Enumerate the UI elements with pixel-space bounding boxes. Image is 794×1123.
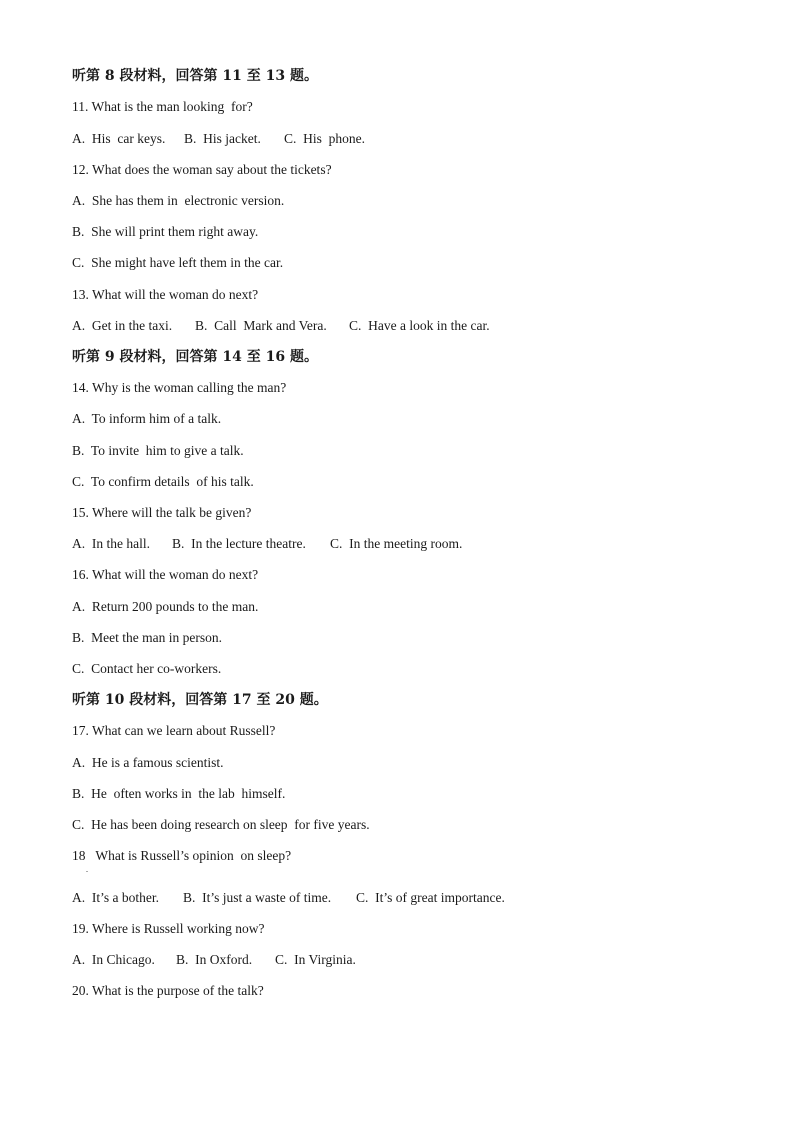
option-a: A. He is a famous scientist.	[72, 755, 224, 770]
option-c: C. In Virginia.	[275, 952, 356, 967]
option-b: B. His jacket.	[184, 131, 261, 146]
option-c: C. Have a look in the car.	[349, 318, 490, 333]
option-b: B. She will print them right away.	[72, 224, 259, 239]
question-stem: 18 What is Russell’s opinion on sleep?	[72, 848, 292, 863]
option-a: A. To inform him of a talk.	[72, 411, 222, 426]
option-c: C. He has been doing research on sleep for five years.	[72, 817, 370, 832]
option-a: A. Return 200 pounds to the man.	[72, 599, 259, 614]
option-b: B. Meet the man in person.	[72, 630, 222, 645]
option-c: C. In the meeting room.	[330, 536, 463, 551]
option-a: A. His car keys.	[72, 131, 166, 146]
question-stem: 14. Why is the woman calling the man?	[72, 380, 287, 395]
option-b: B. In Oxford.	[176, 952, 253, 967]
question-stem: 13. What will the woman do next?	[72, 287, 259, 302]
section-heading: 听第 9 段材料，回答第 14 至 16 题。	[72, 349, 318, 365]
option-a: A. Get in the taxi.	[72, 318, 173, 333]
option-a: A. In the hall.	[72, 536, 150, 551]
option-b: B. He often works in the lab himself.	[72, 786, 286, 801]
option-a: A. It’s a bother.	[72, 890, 159, 905]
option-c: C. She might have left them in the car.	[72, 255, 284, 270]
option-a: A. She has them in electronic version.	[72, 193, 285, 208]
option-a: A. In Chicago.	[72, 952, 155, 967]
option-c: C. To confirm details of his talk.	[72, 474, 254, 489]
option-b: B. It’s just a waste of time.	[183, 890, 332, 905]
option-b: B. In the lecture theatre.	[172, 536, 306, 551]
question-stem: 20. What is the purpose of the talk?	[72, 983, 264, 998]
option-b: B. To invite him to give a talk.	[72, 443, 244, 458]
question-stem: 11. What is the man looking for?	[72, 99, 253, 114]
question-stem: 19. Where is Russell working now?	[72, 921, 265, 936]
question-stem: 17. What can we learn about Russell?	[72, 723, 276, 738]
option-c: C. His phone.	[284, 131, 365, 146]
question-stem: 12. What does the woman say about the tickets?	[72, 162, 332, 177]
question-stem: 15. Where will the talk be given?	[72, 505, 252, 520]
section-heading: 听第 10 段材料，回答第 17 至 20 题。	[72, 692, 328, 708]
option-c: C. It’s of great importance.	[356, 890, 505, 905]
option-b: B. Call Mark and Vera.	[195, 318, 327, 333]
section-heading: 听第 8 段材料，回答第 11 至 13 题。	[72, 68, 318, 84]
question-stem: 16. What will the woman do next?	[72, 567, 259, 582]
stray-mark: .	[86, 865, 88, 874]
option-c: C. Contact her co-workers.	[72, 661, 222, 676]
